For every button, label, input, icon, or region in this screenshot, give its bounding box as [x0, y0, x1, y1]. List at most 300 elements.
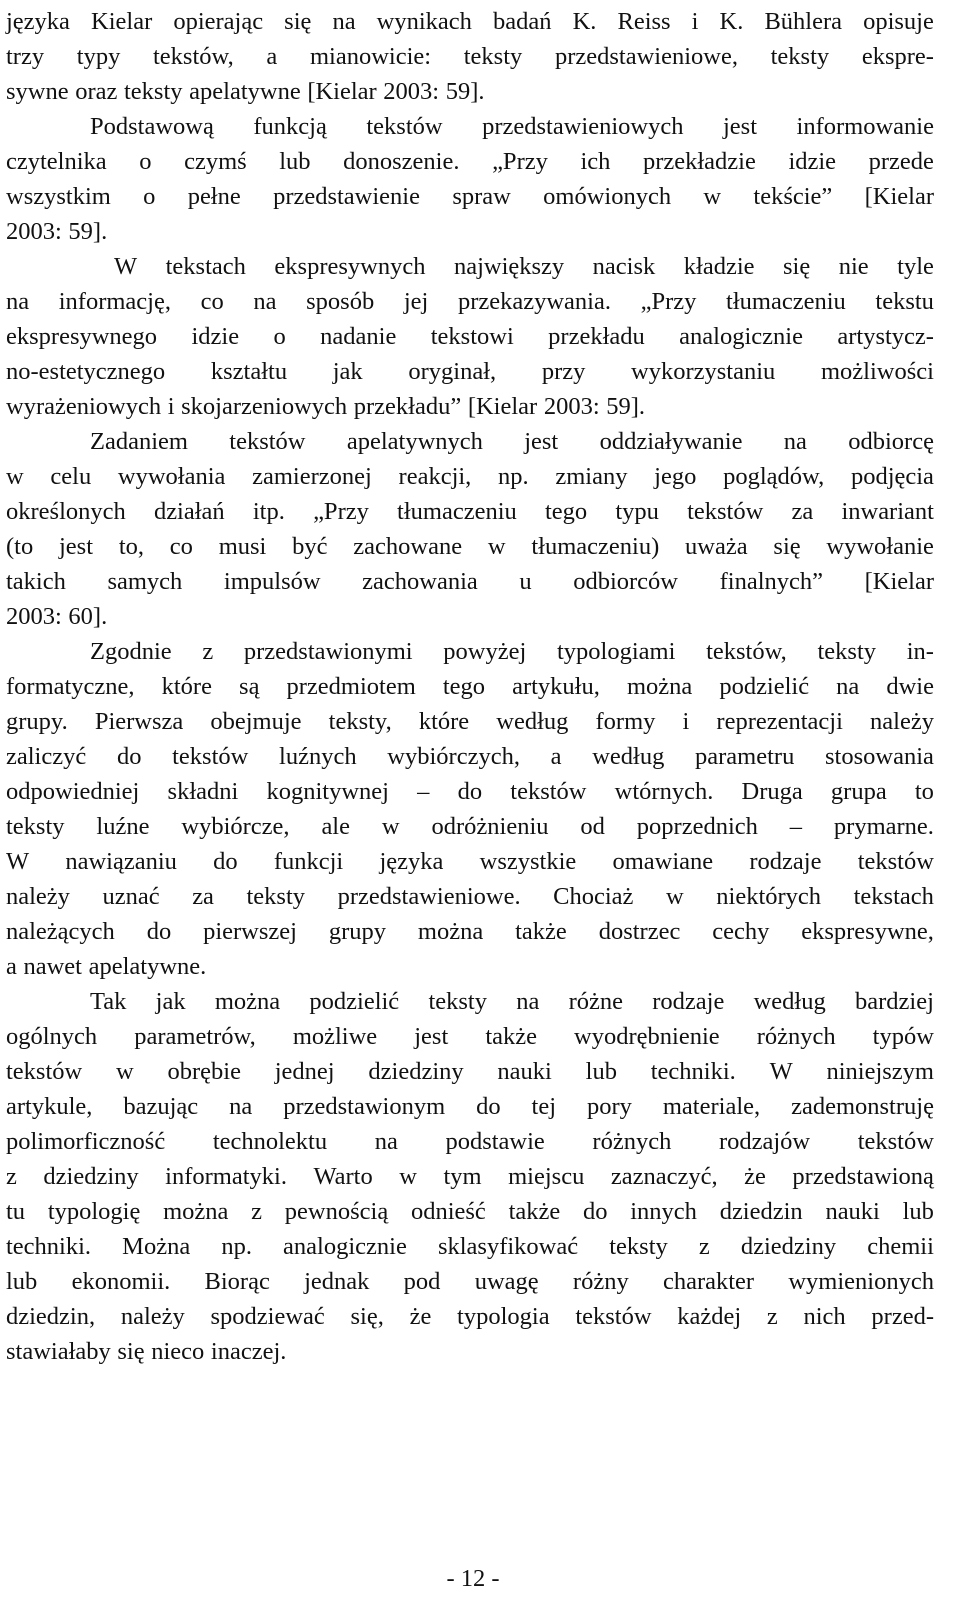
- word: się: [117, 1338, 145, 1365]
- text-line: [6, 879, 934, 914]
- word: na: [783, 428, 807, 455]
- word: W: [114, 253, 138, 280]
- word: każdej: [677, 1303, 742, 1330]
- word: w: [381, 813, 400, 840]
- word: ekspresywnych: [274, 253, 426, 280]
- word: z: [6, 1163, 17, 1190]
- word: tekstów: [687, 498, 764, 525]
- word: ekspre-: [861, 43, 934, 70]
- word: podstawie: [445, 1128, 545, 1155]
- word: informatyki.: [165, 1163, 287, 1190]
- word: czymś: [184, 148, 247, 175]
- word: przedstawionymi: [243, 638, 413, 665]
- word: tekstów: [510, 778, 587, 805]
- word: grupy.: [6, 708, 68, 735]
- word: na: [229, 1093, 253, 1120]
- word: podzielić: [719, 673, 810, 700]
- word: jego: [654, 463, 697, 490]
- word: nacisk: [592, 253, 656, 280]
- text-line: [6, 459, 934, 494]
- word: zachowania: [362, 568, 478, 595]
- word: tekstów: [6, 1058, 83, 1085]
- word: technolektu: [212, 1128, 328, 1155]
- word: tekstów: [366, 113, 443, 140]
- word: które: [161, 673, 212, 700]
- word: opierając: [173, 8, 264, 35]
- word: do: [116, 743, 142, 770]
- word: się,: [350, 1303, 384, 1330]
- word: a: [6, 953, 17, 980]
- word: na: [836, 673, 860, 700]
- word: 2003:: [6, 218, 62, 245]
- word: techniki.: [650, 1058, 736, 1085]
- word: [Kielar: [864, 183, 934, 210]
- word: do: [457, 778, 483, 805]
- word: do: [583, 1198, 608, 1225]
- word: podjęcia: [850, 463, 934, 490]
- text-line: [6, 669, 934, 704]
- word: języka: [6, 8, 70, 35]
- word: kognitywnej: [266, 778, 389, 805]
- word: wywołania: [117, 463, 226, 490]
- text-line: [6, 1194, 934, 1229]
- text-line: [6, 494, 934, 529]
- word: są: [239, 673, 260, 700]
- word: ich: [580, 148, 611, 175]
- word: odbiorców: [573, 568, 679, 595]
- word: do: [213, 848, 238, 875]
- text-line: [6, 529, 934, 564]
- word: zamierzonej: [252, 463, 372, 490]
- word: cechy: [712, 918, 770, 945]
- word: na: [332, 8, 356, 35]
- word: składni: [167, 778, 239, 805]
- text-line: [6, 1264, 934, 1299]
- word: materiale,: [662, 1093, 761, 1120]
- text-line: [6, 1159, 934, 1194]
- word: jednak: [304, 1268, 370, 1295]
- word: Warto: [313, 1163, 373, 1190]
- word: grupa: [830, 778, 887, 805]
- word: tym: [443, 1163, 482, 1190]
- word: musi: [218, 533, 267, 560]
- text-line: [6, 984, 934, 1019]
- word: nauki: [825, 1198, 880, 1225]
- word: o: [139, 148, 152, 175]
- word: wybiórcze,: [181, 813, 290, 840]
- text-line: [6, 214, 934, 249]
- word: dwie: [886, 673, 934, 700]
- word: a: [266, 43, 278, 70]
- text-line: [6, 564, 934, 599]
- word: przekładu: [548, 323, 645, 350]
- text-line: [6, 844, 934, 879]
- word: inwariant: [841, 498, 934, 525]
- word: bardziej: [854, 988, 934, 1015]
- word: omawiane: [612, 848, 714, 875]
- word: tekstów: [857, 848, 934, 875]
- word: np.: [221, 1233, 252, 1260]
- word: polimorficzność: [6, 1128, 166, 1155]
- word: niektórych: [716, 883, 822, 910]
- word: i: [167, 393, 175, 420]
- word: lub: [6, 1268, 38, 1295]
- word: dziedzin,: [6, 1303, 96, 1330]
- word: analogicznie: [679, 323, 803, 350]
- word: [Kielar: [864, 568, 934, 595]
- page-number: - 12 -: [446, 1565, 500, 1592]
- word: trzy: [6, 43, 45, 70]
- word: co: [169, 533, 193, 560]
- word: uwagę: [474, 1268, 539, 1295]
- word: należy: [120, 1303, 185, 1330]
- word: możliwe: [292, 1023, 378, 1050]
- word: należących: [6, 918, 115, 945]
- word: nadanie: [320, 323, 397, 350]
- word: informację,: [58, 288, 171, 315]
- word: teksty,: [328, 708, 392, 735]
- word: poprzednich: [636, 813, 758, 840]
- word: odróżnieniu: [431, 813, 549, 840]
- word: samych: [107, 568, 183, 595]
- word: wynikach: [376, 8, 472, 35]
- word: kładzie: [683, 253, 755, 280]
- text-line: [6, 179, 934, 214]
- word: z: [251, 1198, 263, 1225]
- text-line: [6, 389, 934, 424]
- word: K.: [572, 8, 597, 35]
- word: wszystkie: [479, 848, 577, 875]
- word: grupy: [328, 918, 387, 945]
- word: lub: [279, 148, 311, 175]
- word: z: [202, 638, 214, 665]
- word: można: [417, 918, 484, 945]
- word: według: [496, 708, 569, 735]
- word: tu: [6, 1198, 26, 1225]
- word: tekstowi: [430, 323, 514, 350]
- word: nauki: [497, 1058, 552, 1085]
- word: według: [592, 743, 665, 770]
- word: innych: [630, 1198, 697, 1225]
- word: K.: [719, 8, 744, 35]
- word: w: [116, 1058, 134, 1085]
- word: spraw: [452, 183, 511, 210]
- word: apelatywne: [189, 78, 301, 105]
- word: parametru: [695, 743, 795, 770]
- word: –: [789, 813, 803, 840]
- word: jej: [403, 288, 429, 315]
- word: charakter: [662, 1268, 755, 1295]
- word: pod: [403, 1268, 441, 1295]
- word: wtórnych.: [614, 778, 714, 805]
- word: apelatywnych: [346, 428, 483, 455]
- word: 59].: [445, 78, 485, 105]
- word: nawiązaniu: [65, 848, 177, 875]
- word: opisuje: [863, 8, 934, 35]
- word: teksty: [6, 813, 65, 840]
- word: tekstów: [229, 428, 306, 455]
- word: tego: [442, 673, 486, 700]
- word: do: [476, 1093, 501, 1120]
- word: ekonomii.: [71, 1268, 171, 1295]
- word: idzie: [788, 148, 837, 175]
- word: miejscu: [508, 1163, 585, 1190]
- text-line: [6, 354, 934, 389]
- word: wszystkim: [6, 183, 111, 210]
- word: teksty: [609, 1233, 668, 1260]
- text-line: [6, 284, 934, 319]
- word: tłumaczeniu: [397, 498, 517, 525]
- word: także: [508, 1198, 561, 1225]
- word: wybiórczych,: [387, 743, 520, 770]
- word: pełne: [187, 183, 241, 210]
- word: co: [200, 288, 224, 315]
- word: różne: [568, 988, 624, 1015]
- word: jest: [722, 113, 758, 140]
- word: typologię: [47, 1198, 141, 1225]
- word: o: [143, 183, 156, 210]
- word: celu: [50, 463, 92, 490]
- word: określonych: [6, 498, 126, 525]
- word: czytelnika: [6, 148, 107, 175]
- word: się: [773, 533, 801, 560]
- word: spodziewać: [210, 1303, 325, 1330]
- text-line: [6, 599, 934, 634]
- word: Biorąc: [204, 1268, 270, 1295]
- word: luźne: [96, 813, 150, 840]
- word: które: [418, 708, 470, 735]
- word: zademonstruję: [791, 1093, 934, 1120]
- word: działań: [153, 498, 225, 525]
- word: np.: [498, 463, 529, 490]
- word: donoszenie.: [343, 148, 460, 175]
- text-line: [6, 1089, 934, 1124]
- word: to: [914, 778, 934, 805]
- word: artykule,: [6, 1093, 93, 1120]
- word: także: [515, 918, 567, 945]
- word: że: [744, 1163, 766, 1190]
- word: lub: [585, 1058, 617, 1085]
- text-line: [6, 1019, 934, 1054]
- word: stawiałaby: [6, 1338, 111, 1365]
- word: a: [550, 743, 562, 770]
- word: na: [6, 288, 30, 315]
- word: to,: [118, 533, 144, 560]
- word: rodzaje: [652, 988, 725, 1015]
- word: dziedziny: [740, 1233, 837, 1260]
- word: 60].: [68, 603, 108, 630]
- word: w: [703, 183, 722, 210]
- word: 2003:: [543, 393, 600, 420]
- word: „Przy: [313, 498, 369, 525]
- word: wymienionych: [788, 1268, 934, 1295]
- word: techniki.: [6, 1233, 92, 1260]
- text-line: [6, 1334, 934, 1369]
- word: nich: [803, 1303, 846, 1330]
- word: formy: [595, 708, 656, 735]
- word: do: [146, 918, 172, 945]
- word: możliwości: [820, 358, 934, 385]
- word: za: [791, 498, 814, 525]
- word: teksty: [124, 78, 183, 105]
- word: skojarzeniowych: [181, 393, 348, 420]
- word: impulsów: [223, 568, 321, 595]
- word: wyrażeniowych: [6, 393, 162, 420]
- word: odbiorcę: [848, 428, 934, 455]
- word: W: [769, 1058, 793, 1085]
- word: sywne: [6, 78, 69, 105]
- word: podzielić: [309, 988, 400, 1015]
- word: [Kielar: [467, 393, 538, 420]
- word: z: [698, 1233, 710, 1260]
- word: poglądów,: [723, 463, 825, 490]
- word: pewnością: [284, 1198, 389, 1225]
- text-line: [6, 109, 934, 144]
- word: „Przy: [492, 148, 548, 175]
- word: się: [783, 253, 811, 280]
- word: analogicznie: [283, 1233, 407, 1260]
- text-line: [6, 1124, 934, 1159]
- word: pierwszej: [203, 918, 297, 945]
- word: w: [487, 533, 506, 560]
- page-footer: [0, 1564, 960, 1594]
- word: Można: [122, 1233, 191, 1260]
- word: odnieść: [410, 1198, 486, 1225]
- word: „Przy: [640, 288, 697, 315]
- word: Bühlera: [764, 8, 843, 35]
- text-line: [6, 739, 934, 774]
- word: za: [192, 883, 214, 910]
- word: wywołanie: [826, 533, 934, 560]
- word: można: [214, 988, 281, 1015]
- word: o: [273, 323, 286, 350]
- word: idzie: [191, 323, 240, 350]
- word: przedstawieniowe.: [337, 883, 521, 910]
- word: Kielar: [91, 8, 153, 35]
- word: finalnych”: [719, 568, 824, 595]
- word: kształtu: [210, 358, 288, 385]
- word: [Kielar: [307, 78, 377, 105]
- word: rodzajów: [718, 1128, 811, 1155]
- text-line: [6, 1299, 934, 1334]
- word: oryginał,: [408, 358, 497, 385]
- word: ale: [321, 813, 350, 840]
- word: 59].: [606, 393, 646, 420]
- word: badań: [493, 8, 552, 35]
- word: teksty: [817, 638, 877, 665]
- word: Podstawową: [90, 113, 214, 140]
- text-line: [6, 949, 934, 984]
- word: sklasyfikować: [437, 1233, 579, 1260]
- word: przekładzie: [642, 148, 756, 175]
- word: apelatywne.: [88, 953, 207, 980]
- word: na: [374, 1128, 398, 1155]
- word: i: [682, 708, 690, 735]
- word: przedstawionym: [283, 1093, 446, 1120]
- word: tekście”: [753, 183, 833, 210]
- word: Zadaniem: [90, 428, 188, 455]
- word: pory: [587, 1093, 632, 1120]
- word: Pierwsza: [94, 708, 184, 735]
- word: zmiany: [555, 463, 628, 490]
- word: (to: [6, 533, 34, 560]
- word: luźnych: [279, 743, 357, 770]
- word: także: [485, 1023, 537, 1050]
- word: teksty: [428, 988, 487, 1015]
- word: artykułu,: [512, 673, 600, 700]
- word: uznać: [102, 883, 160, 910]
- word: że: [409, 1303, 432, 1330]
- word: takich: [6, 568, 66, 595]
- word: funkcji: [273, 848, 344, 875]
- word: obejmuje: [210, 708, 302, 735]
- word: niniejszym: [826, 1058, 934, 1085]
- word: w: [6, 463, 24, 490]
- word: formatyczne,: [6, 673, 135, 700]
- word: Zgodnie: [90, 638, 172, 665]
- word: typów: [872, 1023, 934, 1050]
- word: przedstawieniowych: [482, 113, 684, 140]
- text-line: [6, 1054, 934, 1089]
- word: Tak: [90, 988, 127, 1015]
- word: inaczej.: [210, 1338, 287, 1365]
- text-line: [6, 634, 934, 669]
- word: przy: [541, 358, 586, 385]
- word: nieco: [151, 1338, 205, 1365]
- word: 2003:: [383, 78, 440, 105]
- text-line: [6, 39, 934, 74]
- text-line: [6, 424, 934, 459]
- word: obrębie: [167, 1058, 241, 1085]
- word: teksty: [463, 43, 523, 70]
- word: tekstów: [575, 1303, 652, 1330]
- word: różnych: [592, 1128, 672, 1155]
- word: odpowiedniej: [6, 778, 140, 805]
- word: zaliczyć: [6, 743, 87, 770]
- word: omówionych: [543, 183, 672, 210]
- word: sposób: [306, 288, 375, 315]
- word: tego: [544, 498, 588, 525]
- word: informowanie: [796, 113, 934, 140]
- text-line: [6, 774, 934, 809]
- word: typu: [615, 498, 659, 525]
- word: 2003:: [6, 603, 62, 630]
- word: itp.: [252, 498, 285, 525]
- word: wyodrębnienie: [574, 1023, 720, 1050]
- word: różnych: [756, 1023, 836, 1050]
- word: stosowania: [825, 743, 934, 770]
- word: przede: [868, 148, 934, 175]
- word: typy: [76, 43, 121, 70]
- word: ogólnych: [6, 1023, 98, 1050]
- word: wykorzystaniu: [631, 358, 776, 385]
- text-line: [6, 319, 934, 354]
- text-line: [6, 914, 934, 949]
- word: języka: [379, 848, 444, 875]
- word: być: [292, 533, 328, 560]
- word: Druga: [741, 778, 803, 805]
- word: jak: [332, 358, 363, 385]
- word: z: [766, 1303, 778, 1330]
- word: tekstów: [172, 743, 249, 770]
- word: rodzaje: [749, 848, 822, 875]
- word: oddziaływanie: [599, 428, 743, 455]
- word: artystycz-: [837, 323, 934, 350]
- word: reakcji,: [398, 463, 472, 490]
- word: należy: [870, 708, 934, 735]
- word: zachowane: [353, 533, 463, 560]
- text-line: [6, 4, 934, 39]
